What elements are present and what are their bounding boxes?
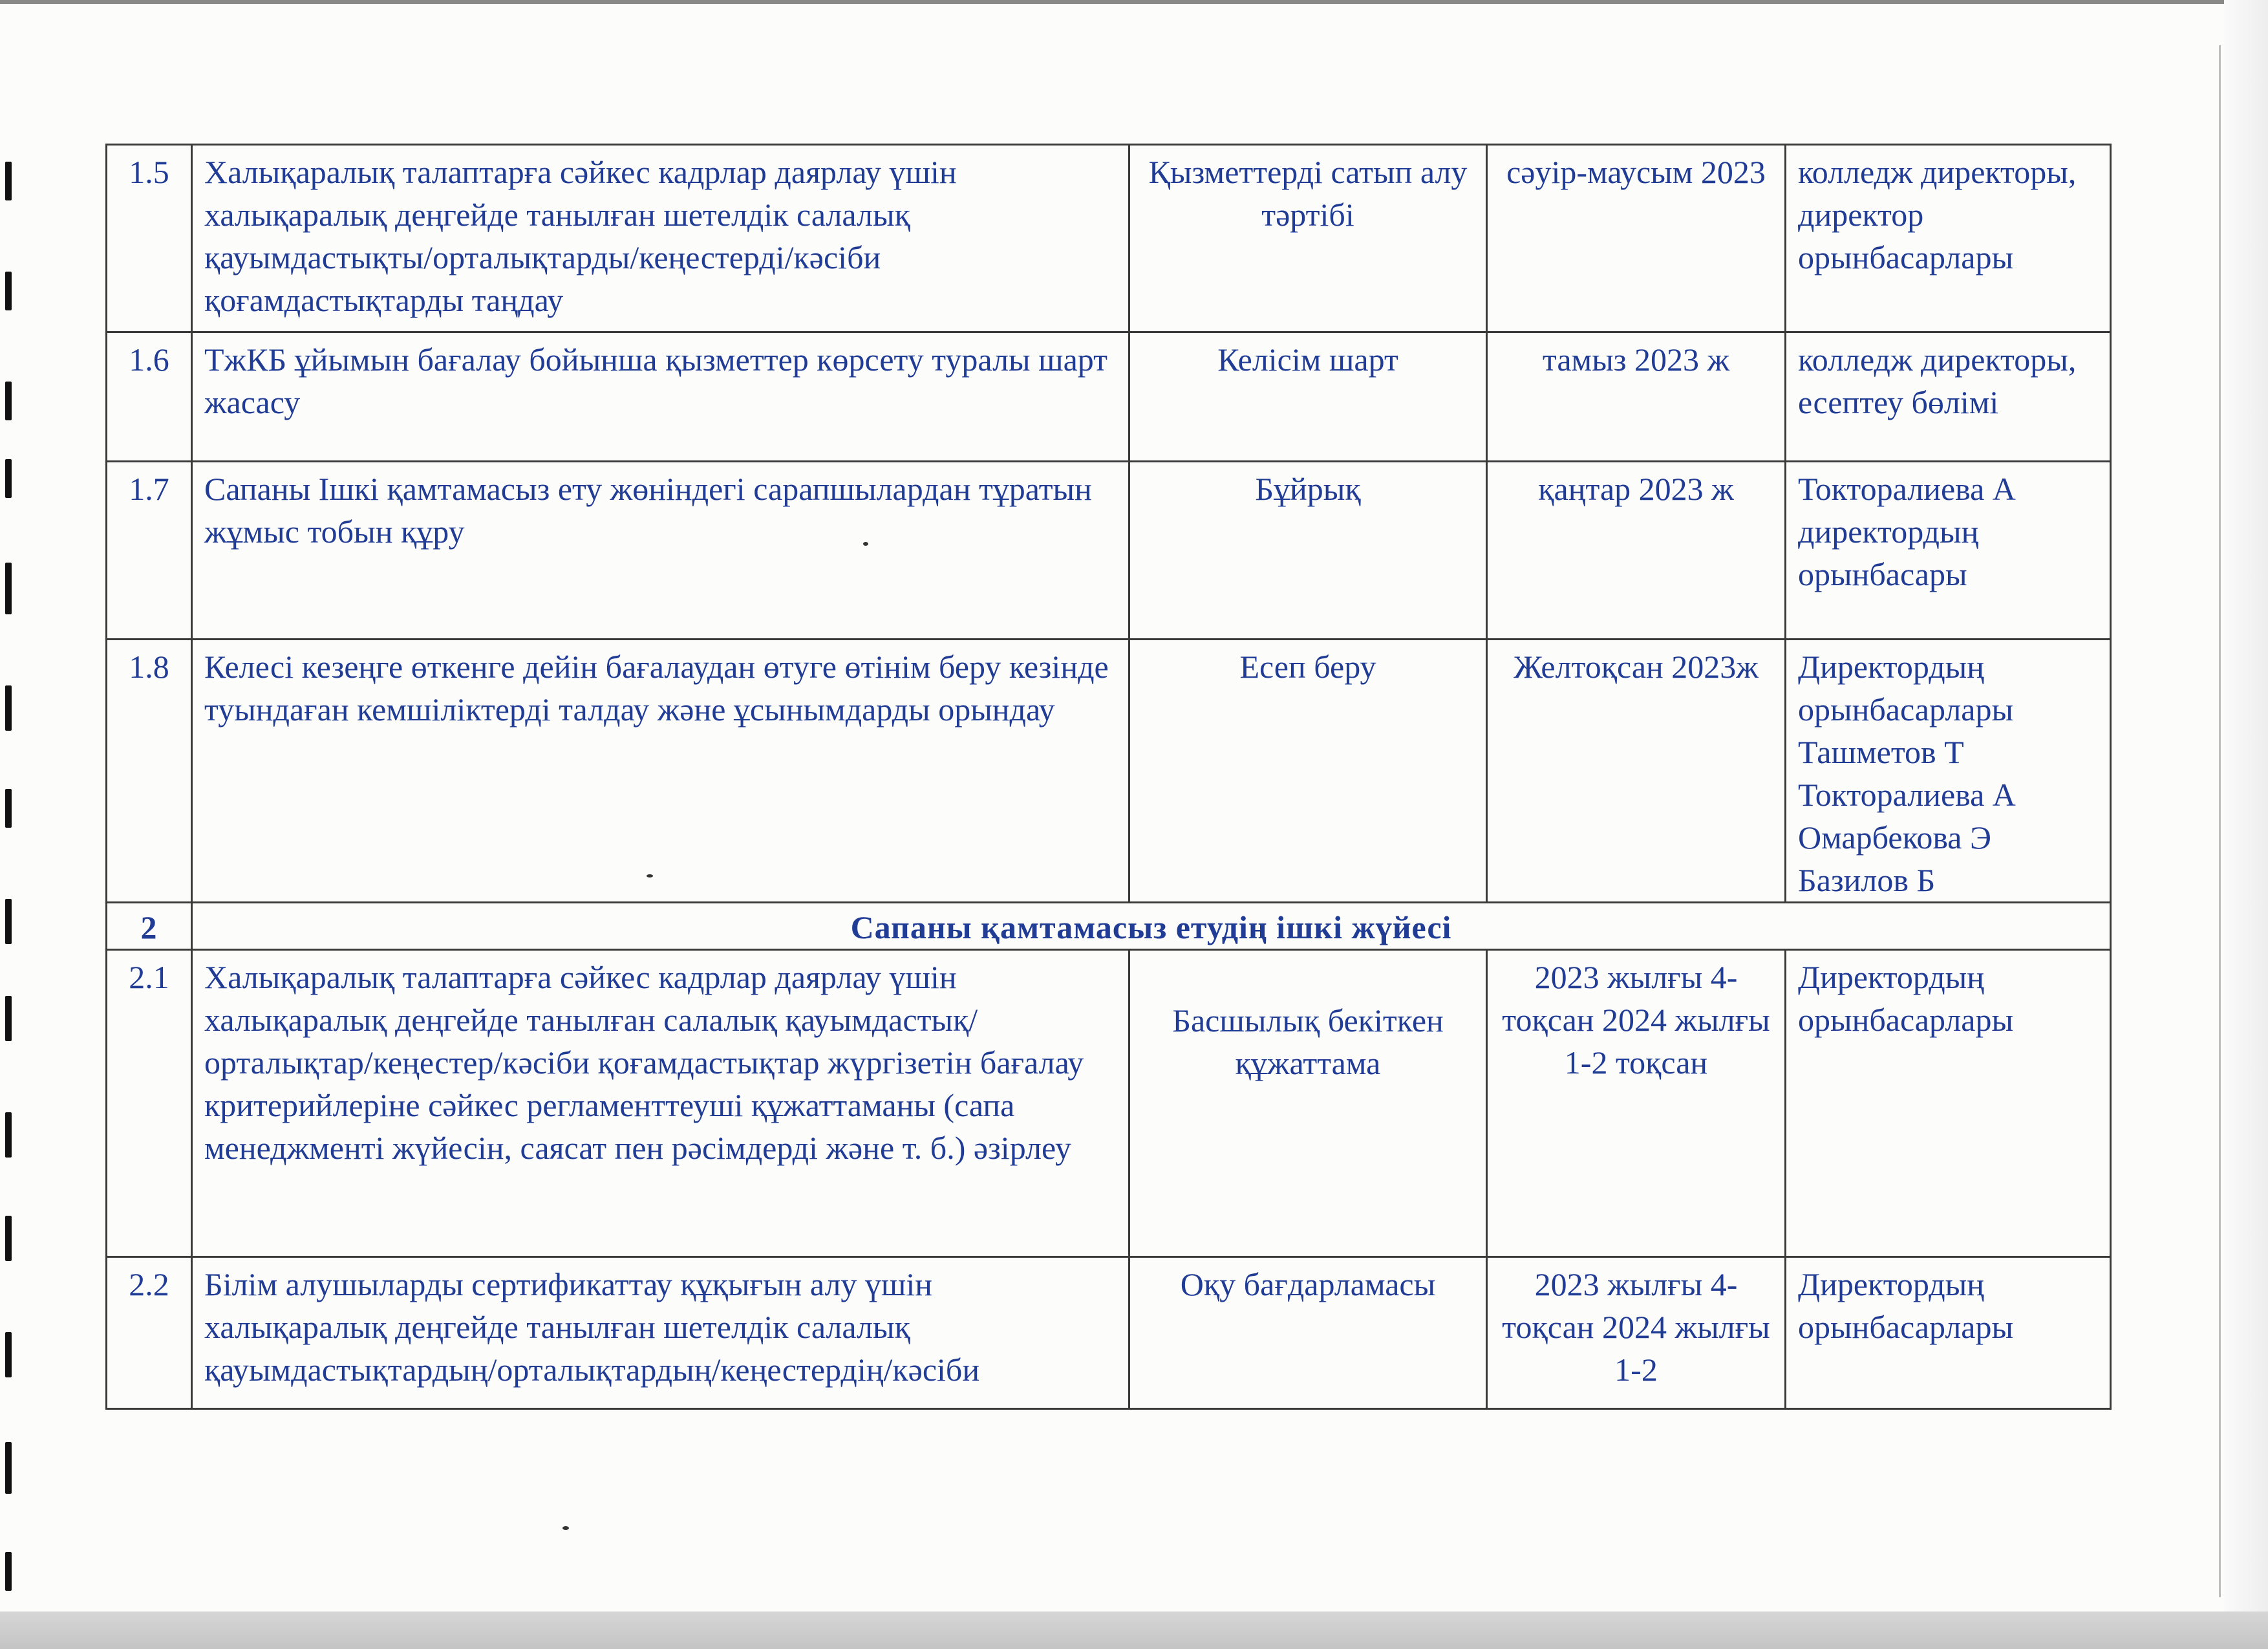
task-cell: Келесі кезеңге өткенге дейін бағалаудан өтуге өтінім беру кезінде туындаған кемшіліктерді талдау және ұсынымдарды орындау	[192, 640, 1129, 903]
row-number: 2.2	[107, 1257, 192, 1409]
responsible-cell: Директордың орынбасарлары Ташметов Т Токторалиева А Омарбекова Э Базилов Б	[1786, 640, 2111, 903]
deadline-cell: сәуір-маусым 2023	[1487, 145, 1786, 332]
deadline-cell: Желтоқсан 2023ж	[1487, 640, 1786, 903]
binding-mark	[5, 996, 12, 1041]
binding-mark	[5, 162, 12, 200]
table-row	[107, 462, 2111, 640]
binding-mark	[5, 1332, 12, 1377]
deadline-cell: тамыз 2023 ж	[1487, 332, 1786, 462]
table-row	[107, 950, 2111, 1257]
table-row	[107, 640, 2111, 903]
table-row	[107, 145, 2111, 332]
section-row	[107, 903, 2111, 950]
document-cell: Бұйрық	[1129, 462, 1487, 640]
action-plan-table	[105, 144, 2112, 1410]
responsible-cell: Директордың орынбасарлары	[1786, 950, 2111, 1257]
binding-mark	[5, 1552, 12, 1591]
row-number: 1.5	[107, 145, 192, 332]
task-cell: Халықаралық талаптарға сәйкес кадрлар даярлау үшін халықаралық деңгейде танылған салалық қауымдастық/орталықтар/кеңестер/кәсіби қоғамдастықтар жүргізетін бағалау критерийлеріне сәйкес регламенттеуші құжаттаманы (сапа менеджменті жүйесін, саясат пен рәсімдерді және т. б.) әзірлеу	[192, 950, 1129, 1257]
binding-mark	[5, 272, 12, 310]
document-cell: Оқу бағдарламасы	[1129, 1257, 1487, 1409]
table-row	[107, 332, 2111, 462]
scan-right-rule	[2219, 45, 2221, 1597]
row-number: 2.1	[107, 950, 192, 1257]
responsible-cell: Токторалиева А директордың орынбасары	[1786, 462, 2111, 640]
deadline-cell: 2023 жылғы 4-тоқсан 2024 жылғы 1-2	[1487, 1257, 1786, 1409]
binding-mark	[5, 789, 12, 828]
binding-mark	[5, 899, 12, 944]
binding-mark	[5, 1112, 12, 1158]
section-number: 2	[107, 903, 192, 950]
binding-mark	[5, 563, 12, 614]
task-cell: Білім алушыларды сертификаттау құқығын алу үшін халықаралық деңгейде танылған шетелдік салалық қауымдастықтардың/орталықтардың/кеңестердің/кәсіби	[192, 1257, 1129, 1409]
row-number: 1.6	[107, 332, 192, 462]
binding-mark	[5, 459, 12, 498]
deadline-cell: қаңтар 2023 ж	[1487, 462, 1786, 640]
scan-speck	[562, 1526, 569, 1530]
binding-mark	[5, 1442, 12, 1494]
task-cell: Халықаралық талаптарға сәйкес кадрлар даярлау үшін халықаралық деңгейде танылған шетелдік салалық қауымдастықты/орталықтарды/кеңестерді/кәсіби қоғамдастықтарды таңдау	[192, 145, 1129, 332]
table-row	[107, 1257, 2111, 1409]
scan-right-edge	[2224, 0, 2268, 1649]
document-cell: Келісім шарт	[1129, 332, 1487, 462]
binding-mark	[5, 685, 12, 731]
deadline-cell: 2023 жылғы 4-тоқсан 2024 жылғы 1-2 тоқсан	[1487, 950, 1786, 1257]
document-cell: Есеп беру	[1129, 640, 1487, 903]
scan-top-edge	[0, 0, 2268, 4]
section-title: Сапаны қамтамасыз етудің ішкі жүйесі	[192, 903, 2111, 950]
scan-bottom-shadow	[0, 1611, 2268, 1649]
task-cell: ТжКБ ұйымын бағалау бойынша қызметтер көрсету туралы шарт жасасу	[192, 332, 1129, 462]
responsible-cell: колледж директоры, директор орынбасарлары	[1786, 145, 2111, 332]
binding-mark	[5, 1216, 12, 1261]
row-number: 1.8	[107, 640, 192, 903]
task-cell: Сапаны Ішкі қамтамасыз ету жөніндегі сарапшылардан тұратын жұмыс тобын құру	[192, 462, 1129, 640]
responsible-cell: Директордың орынбасарлары	[1786, 1257, 2111, 1409]
document-cell: Басшылық бекіткен құжаттама	[1129, 950, 1487, 1257]
document-cell: Қызметтерді сатып алу тәртібі	[1129, 145, 1487, 332]
row-number: 1.7	[107, 462, 192, 640]
binding-mark	[5, 382, 12, 420]
responsible-cell: колледж директоры, есептеу бөлімі	[1786, 332, 2111, 462]
